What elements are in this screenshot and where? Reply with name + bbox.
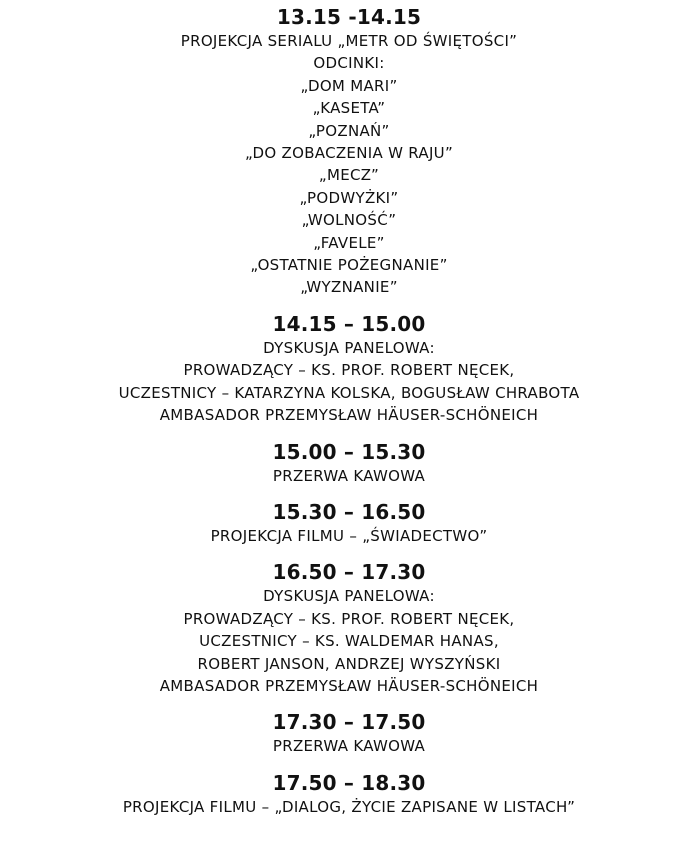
episode-title: „MECZ”	[318, 166, 380, 185]
episode-title: „DOM MARI”	[300, 76, 398, 95]
episode-title: „WOLNOŚĆ”	[301, 211, 397, 230]
episode-title: „PODWYŻKI”	[299, 188, 399, 207]
episode-title: „KASETA”	[312, 99, 386, 118]
program-line: UCZESTNICY – KATARZYNA KOLSKA, BOGUSŁAW CHRABOTA	[118, 383, 580, 402]
schedule-block-2	[0, 311, 698, 427]
episode-title: „POZNAŃ”	[308, 121, 390, 140]
schedule-block-7	[0, 770, 698, 818]
time-slot: 15.30 – 16.50	[272, 499, 426, 524]
program-line: PRZERWA KAWOWA	[272, 466, 426, 485]
program-line: ODCINKI:	[313, 54, 385, 73]
program-line: PROWADZĄCY – KS. PROF. ROBERT NĘCEK,	[183, 609, 515, 628]
episode-title: „WYZNANIE”	[300, 278, 398, 297]
program-line: AMBASADOR PRZEMYSŁAW HÄUSER-SCHÖNEICH	[159, 676, 539, 695]
program-line: DYSKUSJA PANELOWA:	[263, 338, 435, 357]
time-slot: 14.15 – 15.00	[272, 311, 426, 336]
time-slot: 16.50 – 17.30	[272, 560, 426, 585]
program-line: PRZERWA KAWOWA	[272, 737, 426, 756]
schedule-block-5	[0, 559, 698, 697]
program-line: UCZESTNICY – KS. WALDEMAR HANAS,	[199, 632, 499, 651]
schedule-block-3	[0, 439, 698, 487]
time-slot: 17.30 – 17.50	[272, 710, 426, 735]
program-line: PROWADZĄCY – KS. PROF. ROBERT NĘCEK,	[183, 361, 515, 380]
time-slot: 17.50 – 18.30	[272, 770, 426, 795]
program-line: DYSKUSJA PANELOWA:	[263, 587, 435, 606]
time-slot: 15.00 – 15.30	[272, 439, 426, 464]
schedule-block-4	[0, 499, 698, 547]
program-line: AMBASADOR PRZEMYSŁAW HÄUSER-SCHÖNEICH	[159, 406, 539, 425]
program-line: PROJEKCJA SERIALU „METR OD ŚWIĘTOŚCI”	[180, 32, 518, 50]
schedule-block-1	[0, 4, 698, 299]
episode-title: „OSTATNIE POŻEGNANIE”	[250, 256, 448, 275]
program-line: PROJEKCJA FILMU – „DIALOG, ŻYCIE ZAPISANE W LISTACH”	[122, 797, 576, 816]
program-line: PROJEKCJA FILMU – „ŚWIADECTWO”	[210, 526, 488, 545]
schedule-block-6	[0, 709, 698, 757]
episode-title: „FAVELE”	[313, 233, 385, 252]
program-line: ROBERT JANSON, ANDRZEJ WYSZYŃSKI	[197, 654, 501, 673]
time-slot: 13.15 -14.15	[276, 5, 422, 29]
episode-title: „DO ZOBACZENIA W RAJU”	[244, 144, 454, 163]
